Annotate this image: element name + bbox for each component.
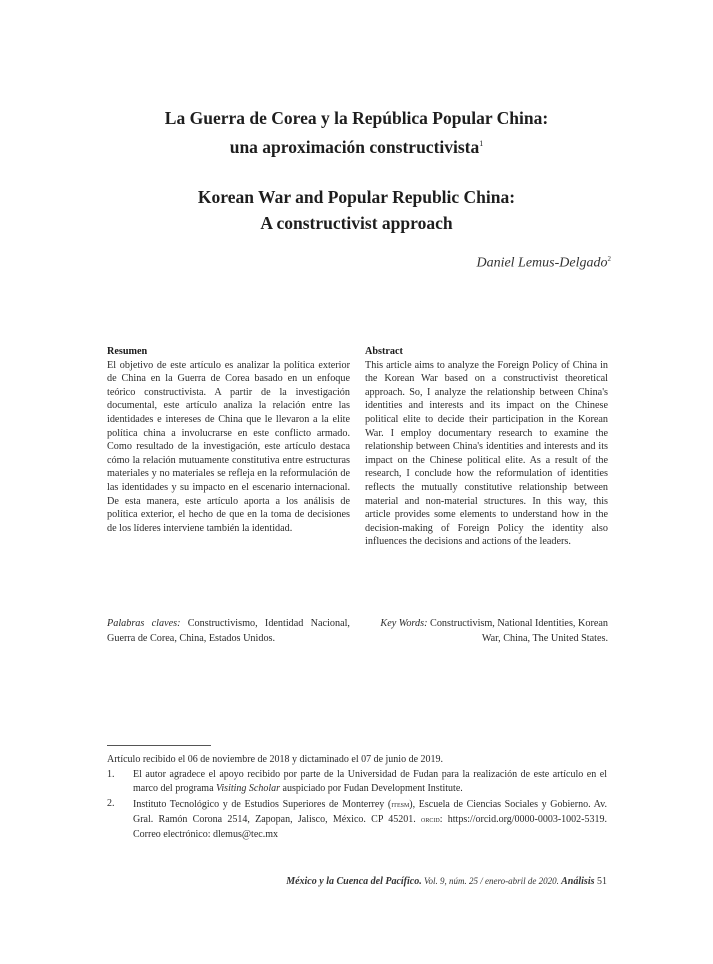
title-spanish-line-1: La Guerra de Corea y la República Popular China: [164, 108, 549, 128]
footnote-2-acronym: itesm [391, 798, 410, 809]
footnote-2-text: Instituto Tecnológico y de Estudios Superiores de Monterrey ( [133, 798, 392, 810]
keywords-english-label: Key Words: [380, 618, 428, 629]
footnote-2 [107, 797, 607, 843]
title-spanish-line-2: una aproximación constructivista [229, 136, 480, 157]
abstract-body: This article aims to analyze the Foreign Policy of China in the Korean War based on a constructivist theoretical approach. So, I analyze the relationship between China's identities and interests and its impact on the Chinese political elite to decide their participation in the Korean War. I employ documentary research to examine the relationship between China's identities and interests and its impact on the Chinese political elite. As a result of the research, I conclude how the reformulation of identities reflects the mutually constitutive relationship between material and non-material structures. In this way, this article provides some elements to understand how in the decision-making of Foreign Policy the identity also influences the decisions and actions of the leaders. [365, 359, 608, 548]
running-footer [286, 876, 607, 887]
footnote-2-contact[interactable]: : https://orcid.org/0000-0003-1002-5319. Correo electrónico: dlemus@tec.mx [133, 814, 608, 840]
title-english [0, 184, 713, 236]
page-number: 51 [594, 876, 607, 887]
footnote-separator [107, 745, 211, 746]
footnotes [107, 753, 607, 842]
title-spanish [0, 105, 713, 160]
resumen-heading: Resumen [107, 346, 148, 357]
footnote-1-number: 1. [107, 768, 115, 780]
section-name: Análisis [561, 876, 595, 887]
resumen-body: El objetivo de este artículo es analizar la política exterior de China en la Guerra de Corea basado en un enfoque teórico constructivista. A partir de la investigación documental, este artículo analiza la relación entre las identidades e intereses de China que le llevaron a la elite política china a involucrarse en este conflicto armado. Como resultado de la investigación, este artículo destaca cómo la relación mutuamente constitutiva entre estructuras materiales y no materiales se refleja en la reformulación de las identidades y su impacto en el escenario internacional. De esta manera, este artículo aporta a los análisis de política exterior, el hecho de que en la toma de decisiones de los líderes interviene también la identidad. [107, 359, 350, 534]
footnote-2-affiliation: ), Escuela de Ciencias Sociales y Gobierno. Av. Gral. Ramón Corona 2514, Zapopan, Jalisco, México. CP 45201. [133, 798, 607, 825]
title-english-line-1: Korean War and Popular Republic China: [197, 187, 516, 207]
keywords-english [365, 616, 608, 646]
received-note: Artículo recibido el 06 de noviembre de 2018 y dictaminado el 07 de junio de 2019. [107, 754, 444, 765]
author-name: Daniel Lemus-Delgado [476, 255, 608, 271]
title-footnote-mark[interactable]: 1 [479, 139, 484, 148]
abstract-column [365, 345, 608, 549]
footnote-2-orcid-label: orcid [421, 814, 440, 824]
footnote-1-text: El autor agradece el apoyo recibido por parte de la Universidad de Fudan para la realización de este artículo en el marco del programa [133, 768, 607, 794]
issue-info: Vol. 9, núm. 25 / enero-abril de 2020. [421, 876, 562, 886]
keywords-spanish-label: Palabras claves: [107, 618, 181, 629]
abstract-heading: Abstract [365, 346, 403, 357]
footnote-1-program: Visiting Scholar [216, 783, 281, 794]
footnote-2-number: 2. [107, 797, 115, 809]
keywords-spanish-text: Constructivismo, Identidad Nacional, Guerra de Corea, China, Estados Unidos. [107, 618, 350, 644]
journal-name: México y la Cuenca del Pacífico. [286, 876, 422, 887]
title-english-line-2: A constructivist approach [260, 213, 453, 233]
author-footnote-mark[interactable]: 2 [607, 255, 611, 263]
footnote-1 [107, 768, 607, 797]
resumen-column [107, 345, 350, 535]
author-line [476, 255, 611, 272]
keywords-spanish [107, 616, 350, 646]
keywords-english-text: Constructivism, National Identities, Korean War, China, The United States. [427, 618, 608, 644]
footnote-1-text-end: auspiciado por Fudan Development Institute. [280, 783, 463, 794]
